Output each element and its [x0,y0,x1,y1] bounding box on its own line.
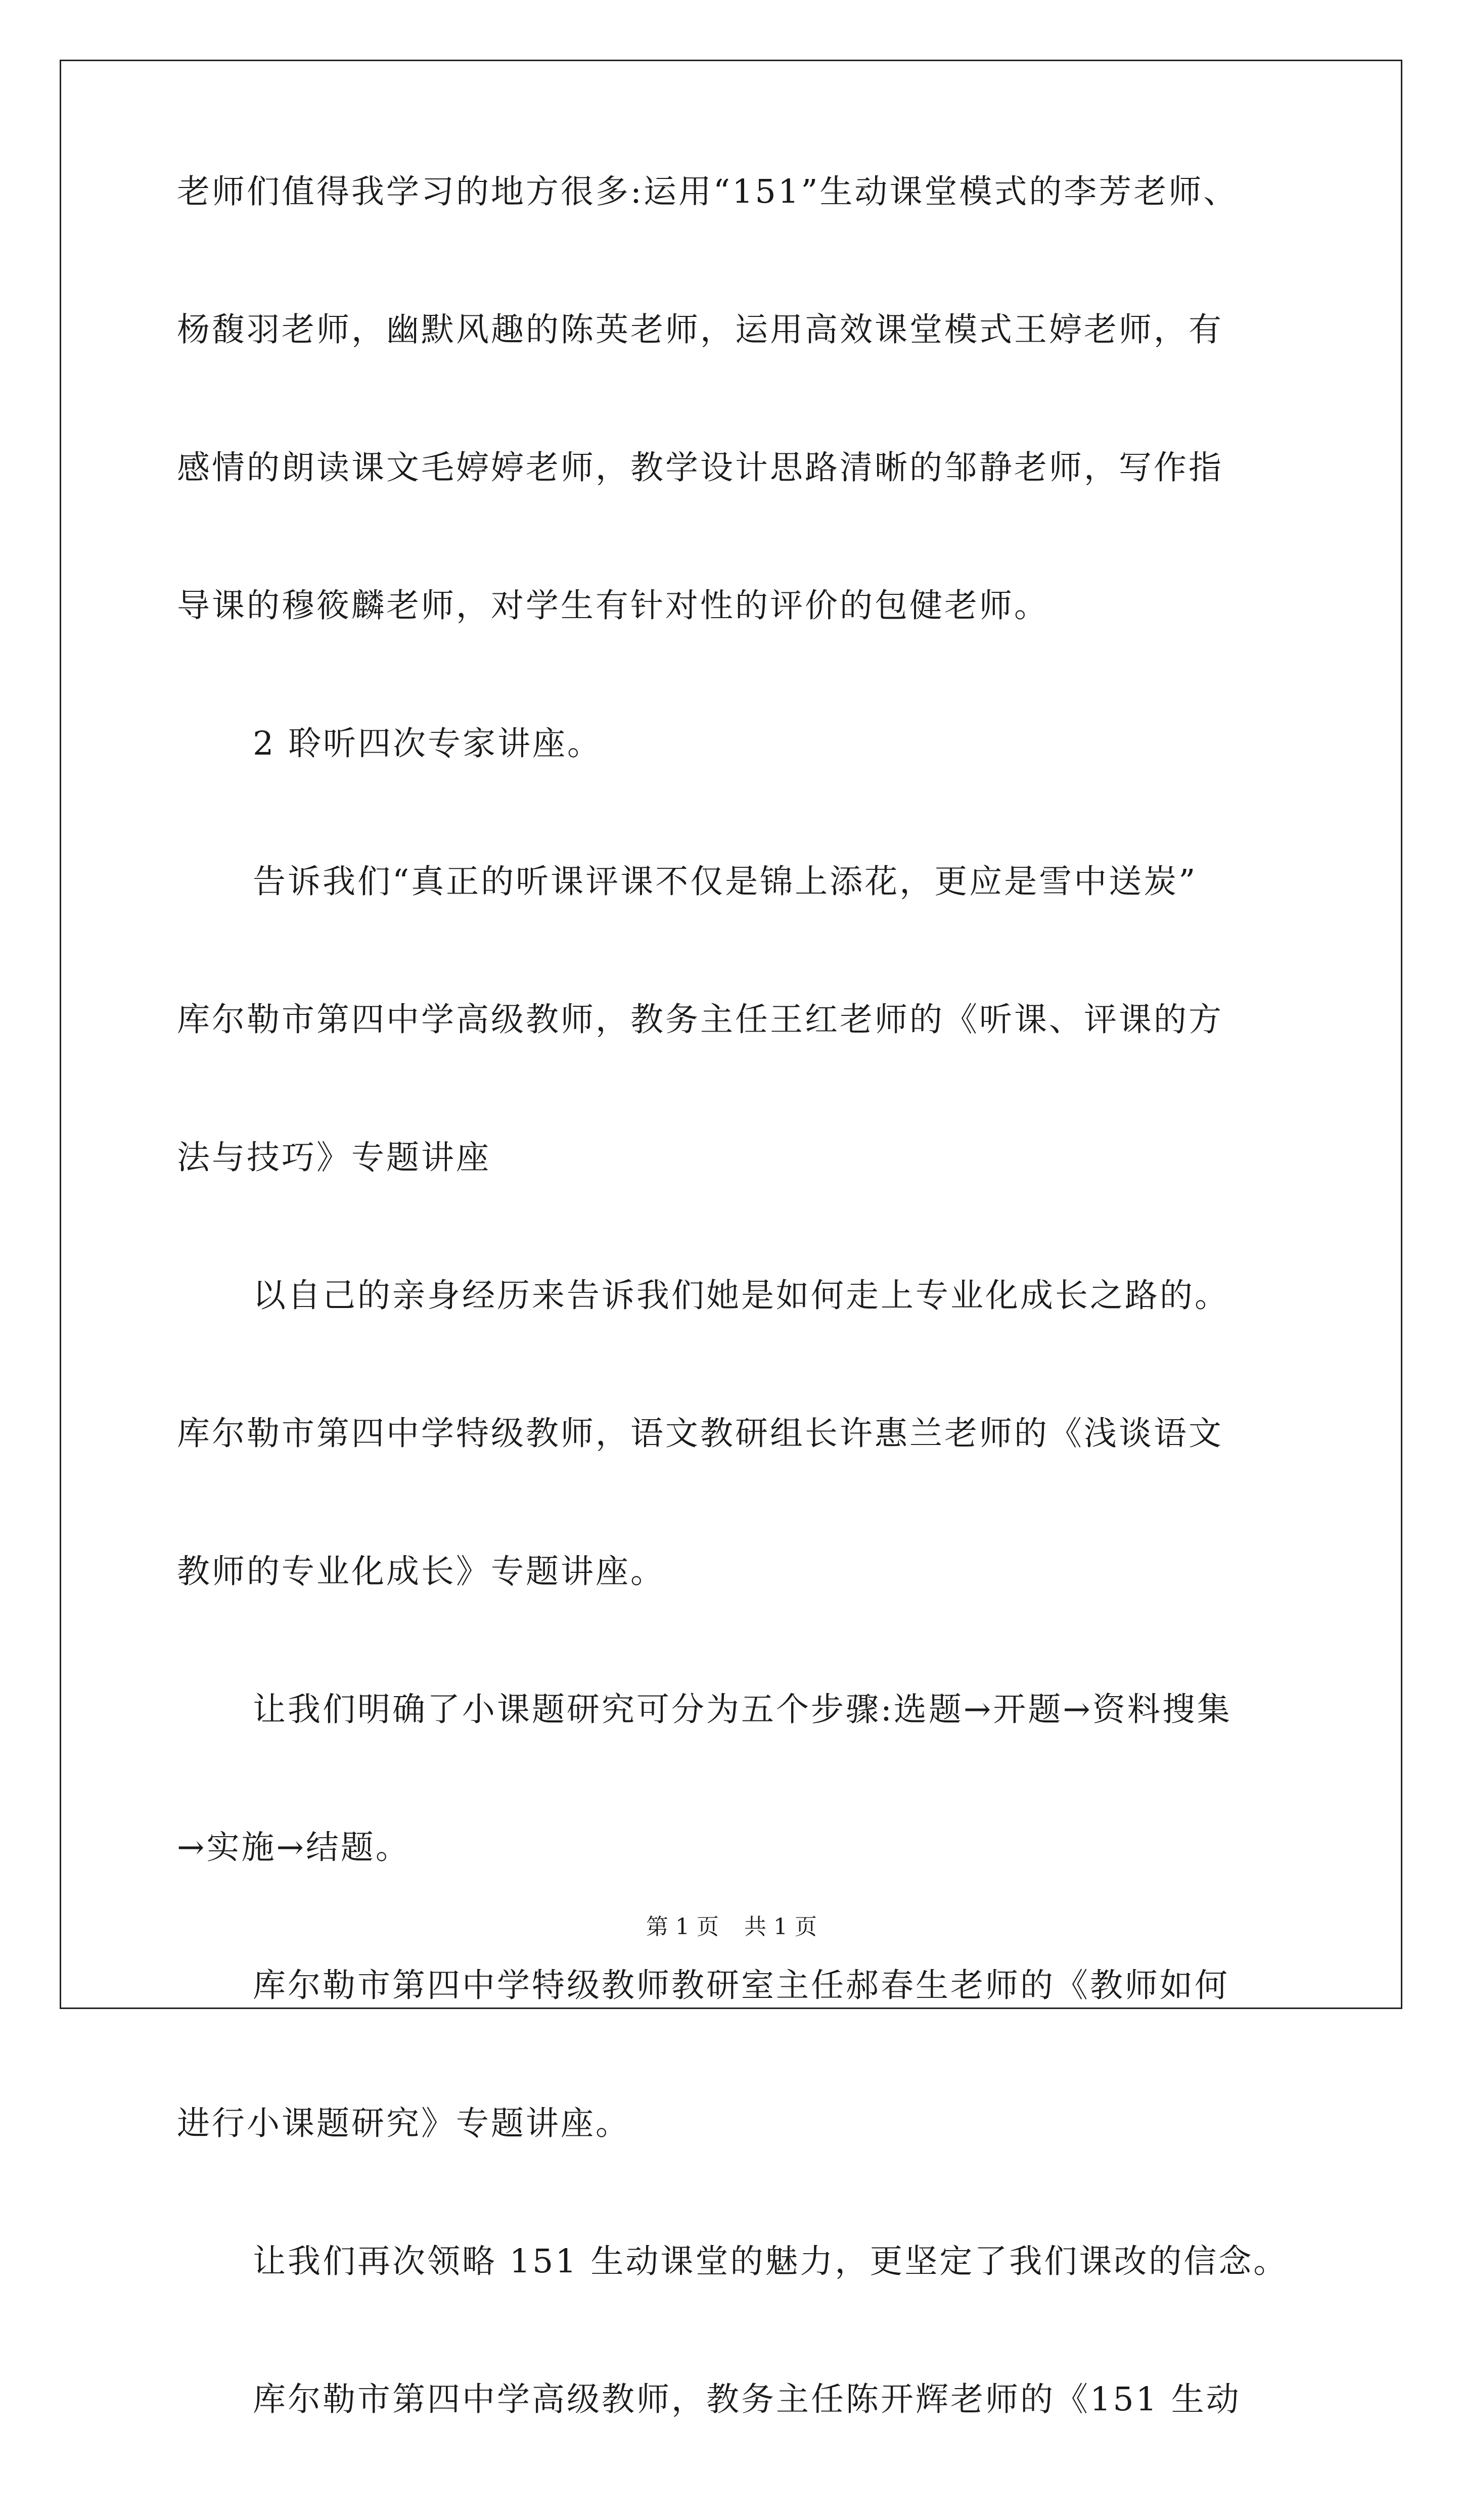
page-footer [0,1915,1463,1940]
section-heading: 2 聆听四次专家讲座。 [253,725,603,763]
paragraph-line: 库尔勒市第四中学高级教师，教务主任王红老师的《听课、评课的方 [177,1001,1224,1039]
page-total: 共 1 页 [744,1914,817,1940]
paragraph-line: 教师的专业化成长》专题讲座。 [177,1553,666,1591]
paragraph-line: 告诉我们“真正的听课评课不仅是锦上添花，更应是雪中送炭” [253,863,1198,901]
paragraph-line: 导课的穆筱麟老师，对学生有针对性的评价的包健老师。 [177,587,1049,625]
paragraph-line: 以自己的亲身经历来告诉我们她是如何走上专业化成长之路的。 [253,1277,1230,1315]
document-body [177,174,1294,2520]
paragraph-line: 让我们再次领略 151 生动课堂的魅力，更坚定了我们课改的信念。 [253,2243,1289,2280]
paragraph-line: 库尔勒市第四中学高级教师，教务主任陈开辉老师的《151 生动 [253,2381,1241,2418]
paragraph-line: 感情的朗读课文毛婷婷老师，教学设计思路清晰的邹静老师，写作指 [177,449,1224,487]
paragraph-line: 杨馥羽老师，幽默风趣的陈英老师，运用高效课堂模式王婷老师，有 [177,311,1224,349]
paragraph-line: 法与技巧》专题讲座 [177,1139,491,1177]
paragraph-line: 让我们明确了小课题研究可分为五个步骤:选题→开题→资料搜集 [253,1691,1232,1729]
page-number: 第 1 页 [646,1914,719,1940]
paragraph-line: 库尔勒市第四中学特级教师教研室主任郝春生老师的《教师如何 [253,1967,1230,2004]
paragraph-line: 进行小课题研究》专题讲座。 [177,2105,631,2142]
paragraph-line: →实施→结题。 [177,1829,410,1866]
paragraph-line: 老师们值得我学习的地方很多:运用“151”生动课堂模式的李芳老师、 [177,173,1239,211]
paragraph-line: 库尔勒市第四中学特级教师，语文教研组长许惠兰老师的《浅谈语文 [177,1415,1224,1453]
